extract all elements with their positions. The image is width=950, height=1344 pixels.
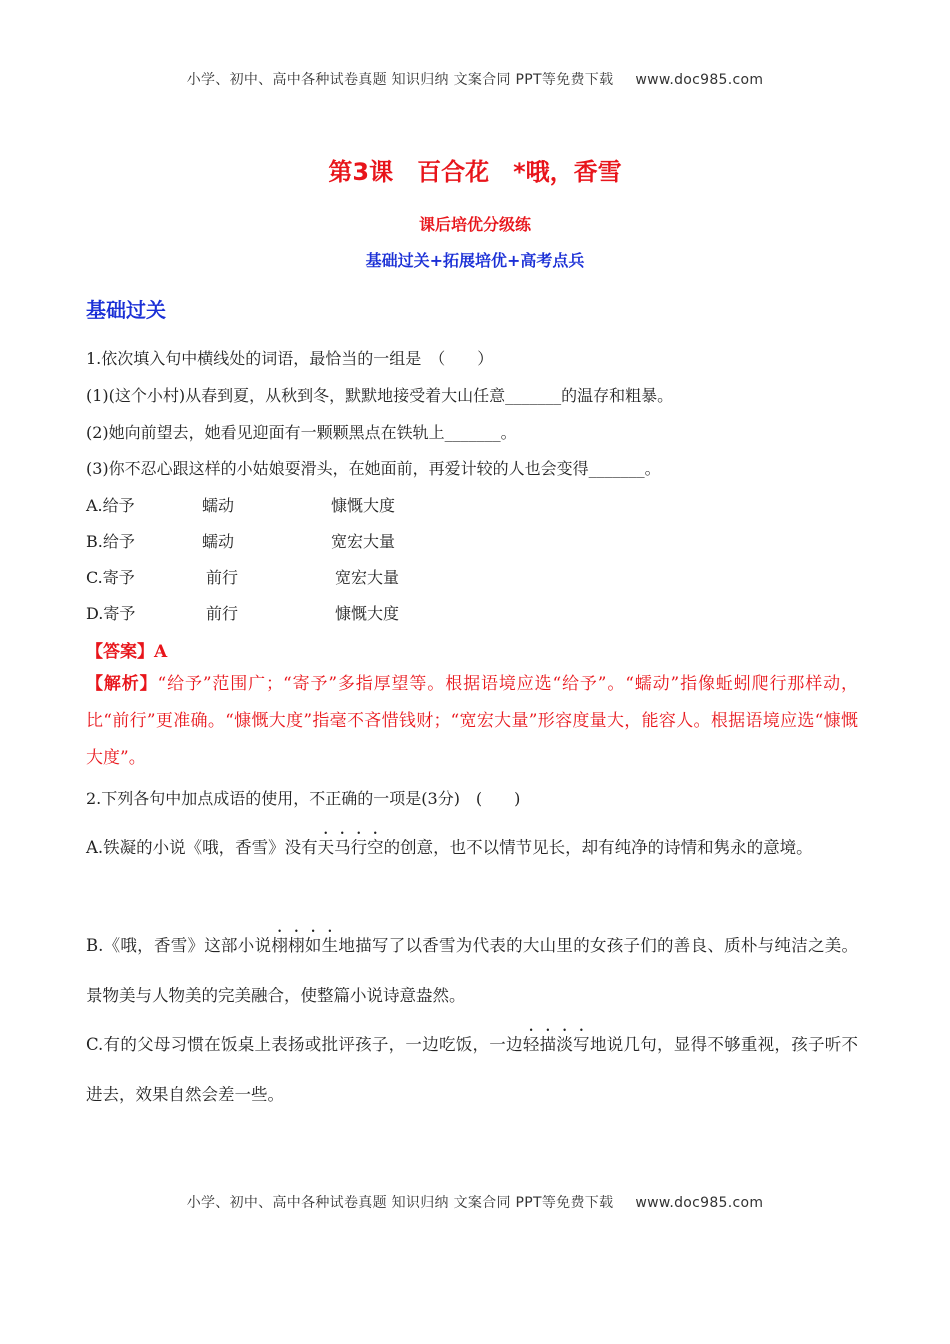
option-label: D.寄予 — [86, 604, 136, 623]
option-word-2: 前行 — [206, 604, 239, 623]
q2-stem: 2.下列各句中加点成语的使用，不正确的一项是(3分) ( ) — [86, 789, 521, 808]
option-b-pre: B.《哦，香雪》这部小说 — [86, 936, 272, 955]
option-c-post: 地说几句，显得不够重视，孩子听不进去，效果自然会差一些。 — [86, 1035, 859, 1104]
option-a-idiom: 天马行空 — [317, 838, 384, 857]
q1-option-d — [86, 601, 400, 624]
lesson-title: 第3课 百合花 *哦，香雪 — [328, 158, 622, 186]
q1-option-a — [86, 493, 396, 516]
option-word-2: 蠕动 — [202, 496, 235, 515]
q1-analysis — [86, 666, 858, 777]
analysis-text: “给予”范围广；“寄予”多指厚望等。根据语境应选“给予”。“蠕动”指像蚯蚓爬行那样动，比“前行”更准确。“慷慨大度”指毫不吝惜钱财；“宽宏大量”形容度量大，能容人。根据语境应选“慷慨大度”。 — [86, 674, 859, 768]
lesson-levels: 基础过关+拓展培优+高考点兵 — [365, 251, 585, 270]
option-b-post: 地描写了以香雪为代表的大山里的女孩子们的善良、质朴与纯洁之美。景物美与人物美的完美融合，使整篇小说诗意盎然。 — [86, 936, 859, 1005]
banner-site-link[interactable]: www.doc985.com — [635, 1195, 764, 1211]
option-word-3: 慷慨大度 — [331, 496, 396, 515]
analysis-label: 【解析】 — [86, 674, 158, 694]
q2-option-c — [86, 1020, 858, 1120]
option-word-2: 前行 — [206, 568, 239, 587]
q1-sentence-1: (1)(这个小村)从春到夏，从秋到冬，默默地接受着大山任意_______的温存和粗暴。 — [86, 386, 674, 405]
banner-text: 小学、初中、高中各种试卷真题 知识归纳 文案合同 PPT等免费下载 — [186, 72, 614, 88]
section-heading: 基础过关 — [86, 298, 166, 322]
q1-sentence-2: (2)她向前望去，她看见迎面有一颗颗黑点在铁轨上_______。 — [86, 423, 517, 442]
lesson-subtitle: 课后培优分级练 — [418, 215, 531, 234]
option-word-2: 蠕动 — [202, 532, 235, 551]
q1-stem: 1.依次填入句中横线处的词语，最恰当的一组是 （ ） — [86, 349, 494, 368]
option-c-idiom: 轻描淡写 — [522, 1035, 590, 1054]
q1-answer: 【答案】A — [86, 642, 168, 662]
option-a-post: 的创意，也不以情节见长，却有纯净的诗情和隽永的意境。 — [383, 838, 813, 857]
banner-text: 小学、初中、高中各种试卷真题 知识归纳 文案合同 PPT等免费下载 — [186, 1195, 614, 1211]
option-word-3: 宽宏大量 — [331, 532, 396, 551]
option-b-idiom: 栩栩如生 — [271, 936, 339, 955]
banner-site-link[interactable]: www.doc985.com — [635, 72, 764, 88]
option-c-pre: C.有的父母习惯在饭桌上表扬或批评孩子，一边吃饭，一边 — [86, 1035, 523, 1054]
option-a-pre: A.铁凝的小说《哦，香雪》没有 — [86, 838, 318, 857]
q1-sentence-3: (3)你不忍心跟这样的小姑娘耍滑头，在她面前，再爱计较的人也会变得_______。 — [86, 459, 661, 478]
option-word-3: 宽宏大量 — [335, 568, 400, 587]
option-label: B.给予 — [86, 532, 135, 551]
q2-option-b — [86, 921, 858, 1021]
footer-banner — [0, 1192, 950, 1212]
q2-option-a — [86, 823, 858, 873]
q1-option-b — [86, 529, 396, 552]
q1-option-c — [86, 565, 400, 588]
option-word-3: 慷慨大度 — [335, 604, 400, 623]
option-label: A.给予 — [86, 496, 135, 515]
header-banner — [0, 69, 950, 89]
option-label: C.寄予 — [86, 568, 135, 587]
